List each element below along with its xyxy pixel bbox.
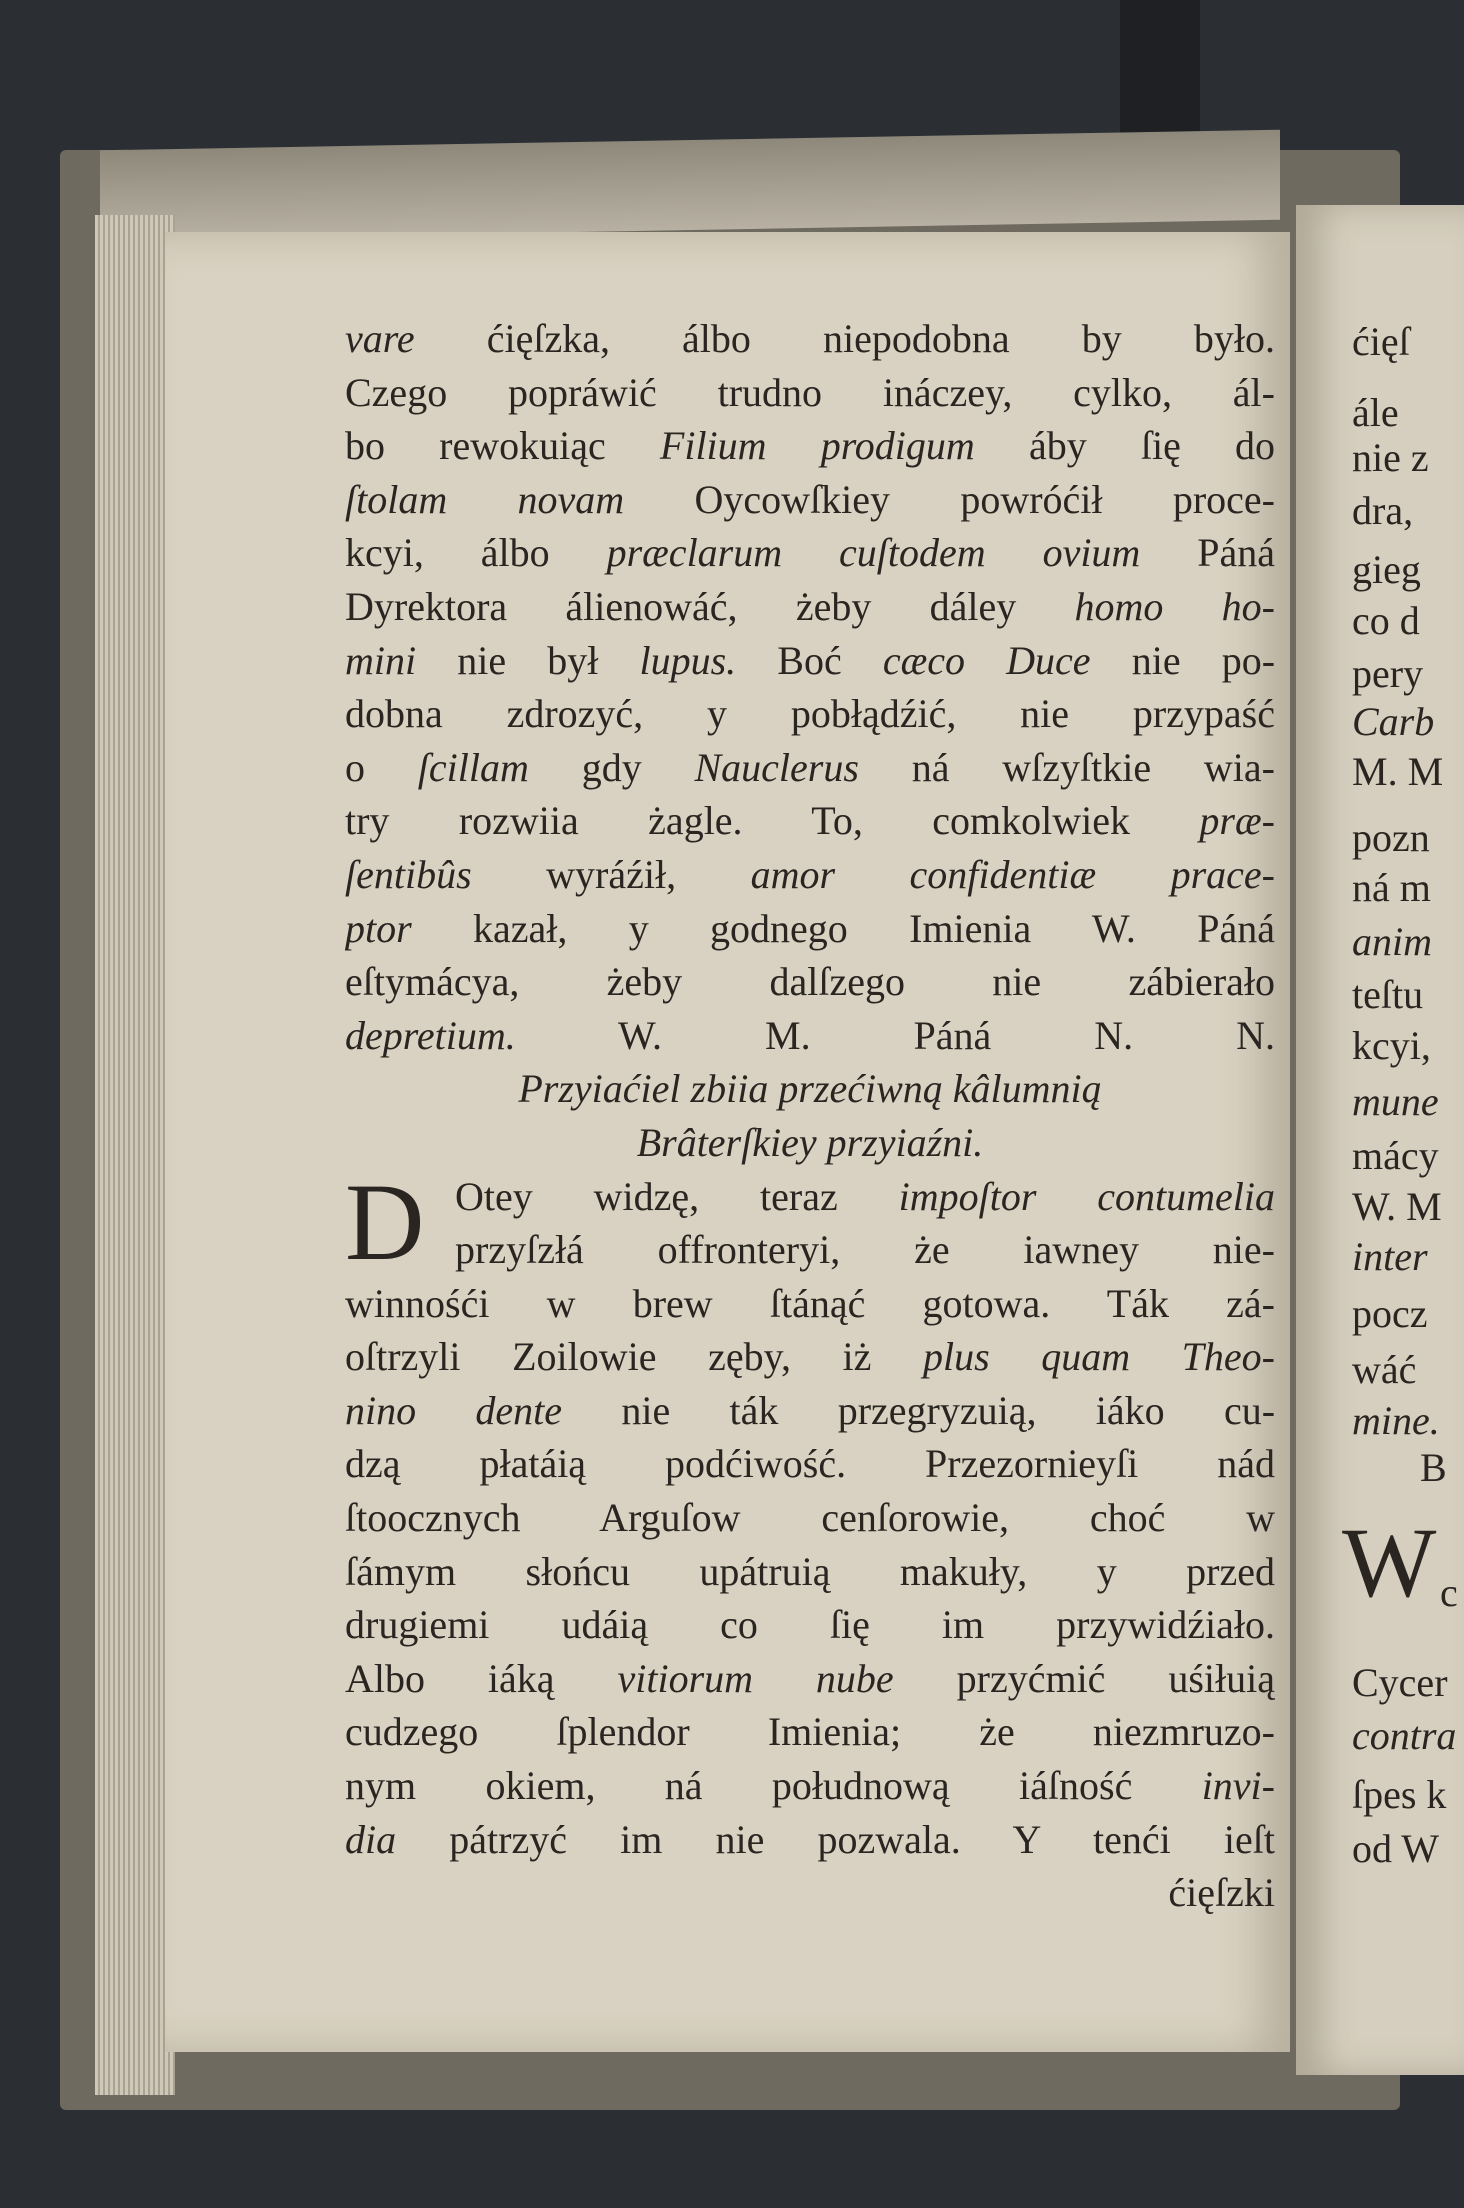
italic-text: nino dente: [345, 1387, 563, 1433]
right-page-fragment: pocz: [1352, 1291, 1428, 1336]
text-line: [345, 1277, 1275, 1331]
text-line: [345, 1598, 1275, 1652]
text-line: [345, 1705, 1275, 1759]
italic-text: ptor: [345, 905, 412, 951]
text-segment: nie ták przegryzuią, iáko cu-: [621, 1387, 1275, 1433]
text-line: [345, 848, 1275, 902]
right-page-fragment: teſtu: [1352, 972, 1424, 1017]
italic-text: Przyiaćiel zbiia przećiwną kâlumnią: [518, 1066, 1102, 1112]
italic-text: præclarum cuſtodem ovium: [606, 530, 1141, 576]
right-page-fragment: gieg: [1352, 547, 1421, 592]
right-page-fragment: pozn: [1352, 815, 1430, 860]
text-line: [345, 634, 1275, 688]
text-segment: ſtoocznych Arguſow cenſorowie, choć w: [345, 1495, 1275, 1541]
text-line: [345, 1009, 1275, 1063]
text-line: [345, 473, 1275, 527]
right-page-fragment: c: [1440, 1570, 1458, 1615]
text-line: [345, 419, 1275, 473]
right-page-fragment: ćięſ: [1352, 319, 1410, 364]
text-segment: drugiemi udáią co ſię im przywidźiało.: [345, 1602, 1275, 1648]
italic-text: amor confidentiæ prace-: [750, 851, 1275, 897]
italic-text: mini: [345, 637, 417, 683]
right-page-fragment: ále: [1352, 390, 1399, 435]
text-line: [345, 794, 1275, 848]
right-drop-cap: W: [1342, 1507, 1437, 1618]
italic-text: Brâterſkiey przyiaźni.: [636, 1119, 984, 1165]
text-segment: kcyi, álbo: [345, 530, 607, 576]
text-line: [345, 580, 1275, 634]
text-segment: ſámym słońcu upátruią makuły, y przed: [345, 1548, 1275, 1594]
text-line: [345, 312, 1275, 366]
italic-text: vitiorum nube: [617, 1655, 894, 1701]
italic-text: ſcillam: [417, 744, 529, 790]
text-segment: ćięſzki: [1168, 1870, 1275, 1916]
text-segment: o: [345, 744, 418, 790]
text-segment: przyćmić uśiłuią: [956, 1655, 1275, 1701]
text-line: [345, 1491, 1275, 1545]
right-page-fragment: co d: [1352, 598, 1420, 643]
text-line: [345, 1116, 1275, 1170]
text-segment: cudzego ſplendor Imienia; że niezmruzo-: [345, 1709, 1275, 1755]
text-segment: bo rewokuiąc: [345, 423, 660, 469]
text-segment: nym okiem, ná połudnową iáſność: [345, 1763, 1202, 1809]
italic-text: homo ho-: [1074, 583, 1275, 629]
italic-text: præ-: [1199, 798, 1275, 844]
right-page-fragment: Cycer: [1352, 1660, 1448, 1705]
right-page-fragment: Carb: [1352, 699, 1435, 744]
text-line: [345, 1223, 1275, 1277]
right-page-fragment: mine.: [1352, 1398, 1440, 1443]
text-line: [345, 1759, 1275, 1813]
right-page-fragment: ſpes k: [1352, 1772, 1447, 1817]
italic-text: impoſtor contumelia: [898, 1173, 1275, 1219]
left-page-text: [345, 312, 1275, 1920]
italic-text: vare: [345, 316, 487, 361]
text-segment: Otey widzę, teraz: [455, 1173, 899, 1219]
text-line: [345, 1813, 1275, 1867]
italic-text: Nauclerus: [694, 744, 859, 790]
italic-text: cæco Duce: [882, 637, 1091, 683]
text-segment: nie po-: [1131, 637, 1275, 683]
text-line: [345, 366, 1275, 420]
text-line: [345, 1545, 1275, 1599]
italic-text: ſentibûs: [345, 851, 472, 897]
text-segment: Boć: [777, 637, 883, 683]
drop-cap: D: [345, 1161, 425, 1283]
text-segment: wyráźił,: [546, 851, 751, 897]
text-segment: eſtymácya, żeby dalſzego nie zábierało: [345, 959, 1275, 1005]
text-line: [345, 741, 1275, 795]
text-segment: W. M. Páná N. N.: [617, 1012, 1275, 1058]
text-line: [345, 1866, 1275, 1920]
right-page-fragment: mácy: [1352, 1133, 1439, 1178]
text-segment: przyſzłá offronteryi, że iawney nie-: [455, 1227, 1275, 1273]
text-segment: ćięſzka, álbo niepodobna by było.: [486, 316, 1275, 361]
text-segment: dobna zdrozyć, y pobłądźić, nie przypaść: [345, 691, 1275, 737]
text-line: [345, 1330, 1275, 1384]
right-page-fragment: inter: [1352, 1234, 1428, 1279]
text-line: [345, 1062, 1275, 1116]
italic-text: plus quam Theo-: [922, 1334, 1275, 1380]
text-segment: Dyrektora álienowáć, żeby dáley: [345, 583, 1075, 629]
italic-text: dia: [345, 1816, 397, 1862]
right-page-fragment: od W: [1352, 1826, 1440, 1871]
right-page-fragment: B: [1420, 1445, 1447, 1490]
text-line: [345, 687, 1275, 741]
text-segment: Oycowſkiey powróćił proce-: [694, 476, 1275, 522]
text-segment: winnośći w brew ſtánąć gotowa. Ták zá-: [345, 1280, 1275, 1326]
right-page-fragment: nie z: [1352, 435, 1429, 480]
italic-text: depretium.: [345, 1012, 516, 1058]
text-line: [345, 526, 1275, 580]
right-page-fragment: mune: [1352, 1079, 1439, 1124]
text-segment: kazał, y godnego Imienia W. Páná: [473, 905, 1275, 951]
right-page-fragment: M. M: [1352, 749, 1444, 794]
text-line: [345, 1384, 1275, 1438]
text-segment: Albo iáką: [345, 1655, 618, 1701]
text-segment: try rozwiia żagle. To, comkolwiek: [345, 798, 1200, 844]
text-segment: ná wſzyſtkie wia-: [911, 744, 1275, 790]
text-segment: Czego popráwić trudno ináczey, cylko, ál-: [345, 369, 1275, 415]
text-line: [345, 955, 1275, 1009]
text-segment: gdy: [581, 744, 695, 790]
right-page-fragment: contra: [1352, 1713, 1457, 1758]
text-segment: nie był: [457, 637, 640, 683]
italic-text: ſtolam novam: [345, 476, 625, 522]
text-line: [345, 1437, 1275, 1491]
page-stack-edge: [95, 215, 175, 2095]
right-page-fragment: W. M: [1352, 1184, 1442, 1229]
text-segment: áby ſię do: [1028, 423, 1275, 469]
right-page-fragment: kcyi,: [1352, 1023, 1431, 1068]
text-line: [345, 902, 1275, 956]
text-segment: oſtrzyli Zoilowie zęby, iż: [345, 1334, 923, 1380]
text-segment: dzą płatáią podćiwość. Przezornieyſi nád: [345, 1441, 1275, 1487]
text-line: [345, 1170, 1275, 1224]
text-segment: pátrzyć im nie pozwala. Y tenći ieſt: [449, 1816, 1275, 1862]
text-segment: Páná: [1197, 530, 1275, 576]
right-page-fragment: dra,: [1352, 488, 1414, 533]
right-page-fragment: anim: [1352, 919, 1432, 964]
right-page-fragment: ná m: [1352, 865, 1431, 910]
italic-text: invi-: [1201, 1763, 1275, 1809]
italic-text: Filium prodigum: [659, 423, 975, 469]
right-page-fragment: wáć: [1352, 1347, 1417, 1392]
text-line: [345, 1652, 1275, 1706]
italic-text: lupus.: [639, 637, 737, 683]
right-page-fragment: pery: [1352, 651, 1424, 696]
